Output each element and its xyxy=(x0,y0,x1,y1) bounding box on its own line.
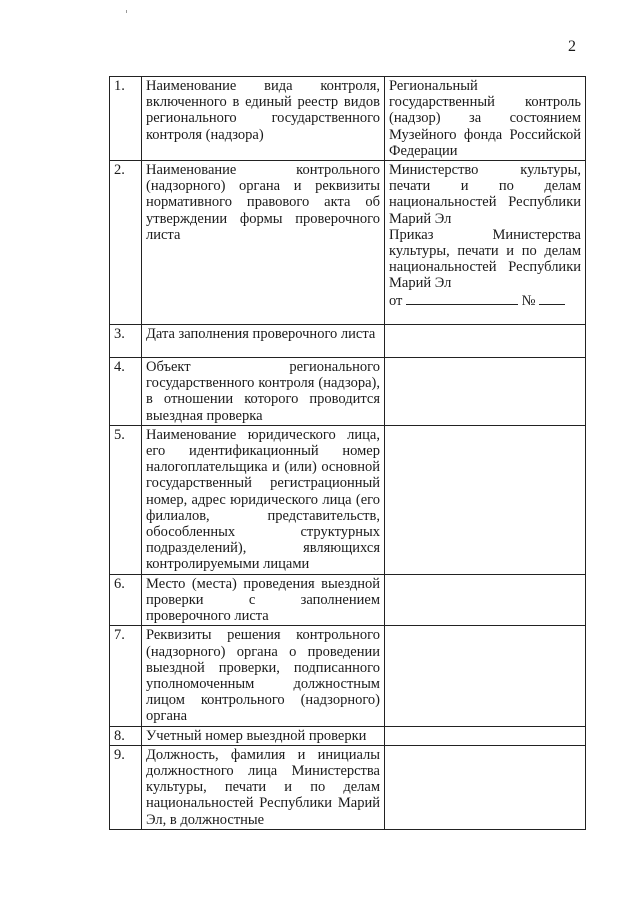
row-number: 1. xyxy=(110,77,142,161)
row-number: 7. xyxy=(110,626,142,726)
inspection-checklist-table xyxy=(109,76,586,830)
row-number: 2. xyxy=(110,161,142,325)
row-value xyxy=(385,325,586,358)
row-label: Реквизиты решения контрольного (надзорного) органа о проведении выездной проверки, подписанного уполномоченным должностным лицом контрольного (надзорного) органа xyxy=(142,626,385,726)
table-row xyxy=(110,745,586,829)
table-row xyxy=(110,626,586,726)
row-label: Наименование юридического лица, его идентификационный номер налогоплательщика и (или) основной государственный регистрационный номер, адрес юридического лица (его филиалов, представительств, обособленных структурных подразделений), являющихся контролируемыми лицами xyxy=(142,425,385,574)
authority-name: Министерство культуры, печати и по делам национальностей Республики Марий Эл xyxy=(389,162,581,227)
row-number: 5. xyxy=(110,425,142,574)
row-label: Объект регионального государственного контроля (надзора), в отношении которого проводится выездная проверка xyxy=(142,358,385,426)
row-number: 9. xyxy=(110,745,142,829)
table-row xyxy=(110,574,586,626)
page-number: 2 xyxy=(568,38,576,55)
row-label: Наименование контрольного (надзорного) органа и реквизиты нормативного правового акта об утверждении формы проверочного листа xyxy=(142,161,385,325)
row-value xyxy=(385,726,586,745)
row-value xyxy=(385,574,586,626)
row-value: Региональный государственный контроль (надзор) за состоянием Музейного фонда Российской Федерации xyxy=(385,77,586,161)
row-number: 6. xyxy=(110,574,142,626)
table-row xyxy=(110,77,586,161)
table-row xyxy=(110,358,586,426)
order-number-label: № xyxy=(521,292,536,309)
row-value xyxy=(385,425,586,574)
table-row xyxy=(110,425,586,574)
row-label: Место (места) проведения выездной проверки с заполнением проверочного листа xyxy=(142,574,385,626)
row-label: Наименование вида контроля, включенного в единый реестр видов регионального государственного контроля (надзора) xyxy=(142,77,385,161)
row-value xyxy=(385,161,586,325)
order-from-label: от xyxy=(389,292,403,309)
row-value xyxy=(385,626,586,726)
scan-speck xyxy=(126,10,127,13)
row-value xyxy=(385,358,586,426)
row-number: 4. xyxy=(110,358,142,426)
table-row xyxy=(110,161,586,325)
row-number: 3. xyxy=(110,325,142,358)
order-date-number xyxy=(389,292,581,309)
row-label: Должность, фамилия и инициалы должностного лица Министерства культуры, печати и по делам национальностей Республики Марий Эл, в должностные xyxy=(142,745,385,829)
row-value xyxy=(385,745,586,829)
table-row xyxy=(110,325,586,358)
order-date-blank xyxy=(406,292,518,305)
row-number: 8. xyxy=(110,726,142,745)
order-title: Приказ Министерства культуры, печати и по делам национальностей Республики Марий Эл xyxy=(389,226,581,292)
table-row xyxy=(110,726,586,745)
row-label: Учетный номер выездной проверки xyxy=(142,726,385,745)
order-number-blank xyxy=(539,292,565,305)
row-label: Дата заполнения проверочного листа xyxy=(142,325,385,358)
